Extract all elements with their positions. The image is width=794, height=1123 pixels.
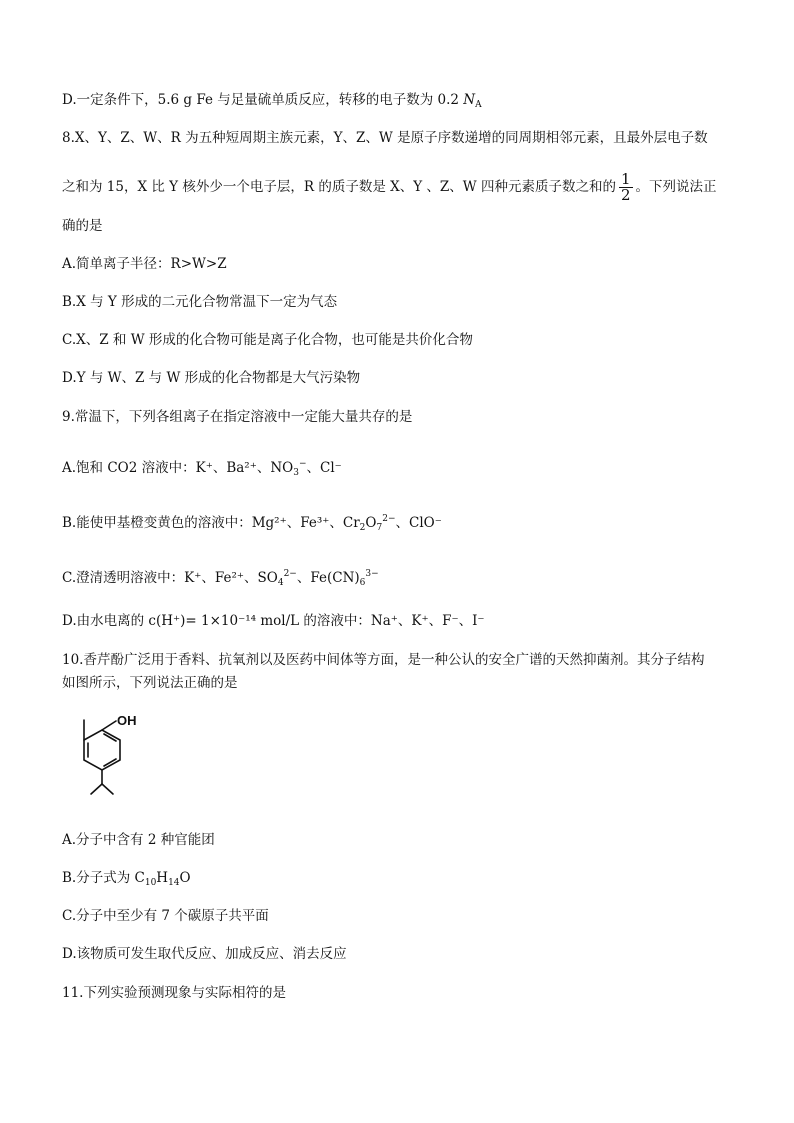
q10-option-b [62, 868, 191, 893]
q10-option-d: D.该物质可发生取代反应、加成反应、消去反应 [62, 946, 347, 962]
dichromate-o: O [365, 515, 377, 531]
q9-option-a [62, 454, 342, 483]
q7-option-d-text: D.一定条件下，5.6 g Fe 与足量硫单质反应，转移的电子数为 0.2 [62, 92, 464, 108]
q8-stem-line2-post: 。下列说法正 [635, 179, 717, 195]
q8-stem-line3: 确的是 [62, 218, 103, 234]
fraction-denominator: 2 [620, 186, 631, 204]
ferricyanide-ion: Fe(CN) [310, 570, 360, 586]
q10-option-c: C.分子中至少有 7 个碳原子共平面 [62, 908, 269, 924]
q8-option-c: C.X、Z 和 W 形成的化合物可能是离子化合物，也可能是共价化合物 [62, 332, 473, 348]
q10-stem-line2: 如图所示，下列说法正确的是 [62, 675, 238, 691]
fraction-numerator: 1 [620, 170, 631, 188]
q7-option-d [62, 90, 482, 115]
q10-option-b-pre: B.分子式为 C [62, 870, 145, 886]
q8-option-d: D.Y 与 W、Z 与 W 形成的化合物都是大气污染物 [62, 370, 361, 386]
q9-option-b [62, 509, 442, 538]
sulfate-ion: SO [257, 570, 278, 586]
hydroxyl-bond [102, 721, 116, 730]
q9-option-c-sep: 、 [296, 570, 311, 586]
dichromate-sup: 2− [382, 514, 396, 524]
avogadro-symbol: N [463, 92, 476, 108]
hydroxyl-label: OH [117, 713, 137, 728]
q9-option-d: D.由水电离的 c(H⁺)= 1×10⁻¹⁴ mol/L 的溶液中：Na⁺、K⁺、F⁻、I⁻ [62, 613, 485, 629]
q10-stem-line1: 10.香芹酚广泛用于香料、抗氧剂以及医药中间体等方面，是一种公认的安全广谱的天然抑菌剂。其分子结构 [62, 652, 705, 668]
avogadro-subscript: A [475, 100, 482, 110]
q9-option-b-pre: B.能使甲基橙变黄色的溶液中：Mg²⁺、Fe³⁺、 [62, 515, 343, 531]
nitrate-sub: 3 [293, 468, 299, 478]
nitrate-sup: − [298, 459, 307, 469]
q8-option-a: A.简单离子半径：R>W>Z [62, 256, 227, 272]
q9-option-b-post: 、ClO⁻ [395, 515, 442, 531]
q8-stem-line2-pre: 之和为 15，X 比 Y 核外少一个电子层，R 的质子数是 X、Y 、Z、W 四种元素质子数之和的 [62, 179, 616, 195]
fraction-half [619, 172, 633, 203]
sulfate-sup: 2− [283, 569, 297, 579]
formula-h-sub: 14 [168, 878, 180, 888]
ferricyanide-sup: 3− [365, 569, 379, 579]
q8-stem-line2 [62, 172, 717, 203]
q9-option-a-pre: A.饱和 CO2 溶液中：K⁺、Ba²⁺、 [62, 460, 271, 476]
q9-option-c [62, 564, 379, 593]
isopropyl-branch-right [102, 784, 113, 794]
q11-stem: 11.下列实验预测现象与实际相符的是 [62, 985, 286, 1001]
dichromate-sub1: 2 [359, 523, 366, 533]
q9-option-c-pre: C.澄清透明溶液中：K⁺、Fe²⁺、 [62, 570, 258, 586]
ferricyanide-sub: 6 [359, 578, 366, 588]
isopropyl-branch-left [91, 784, 102, 794]
sulfate-sub: 4 [277, 578, 284, 588]
formula-h: H [156, 870, 169, 886]
formula-c-sub: 10 [144, 878, 157, 888]
dichromate-sub2: 7 [376, 523, 383, 533]
dichromate-ion: Cr [342, 515, 360, 531]
q8-option-b: B.X 与 Y 形成的二元化合物常温下一定为气态 [62, 294, 338, 310]
q8-stem-line1: 8.X、Y、Z、W、R 为五种短周期主族元素，Y、Z、W 是原子序数递增的同周期相邻元素，且最外层电子数 [62, 130, 708, 146]
benzene-ring [84, 730, 120, 770]
q9-option-a-post: 、Cl⁻ [306, 460, 342, 476]
q9-stem: 9.常温下，下列各组离子在指定溶液中一定能大量共存的是 [62, 409, 413, 425]
nitrate-ion: NO [270, 460, 294, 476]
formula-o: O [179, 870, 191, 886]
q10-option-a: A.分子中含有 2 种官能团 [62, 832, 215, 848]
carvacrol-structure [62, 710, 182, 810]
